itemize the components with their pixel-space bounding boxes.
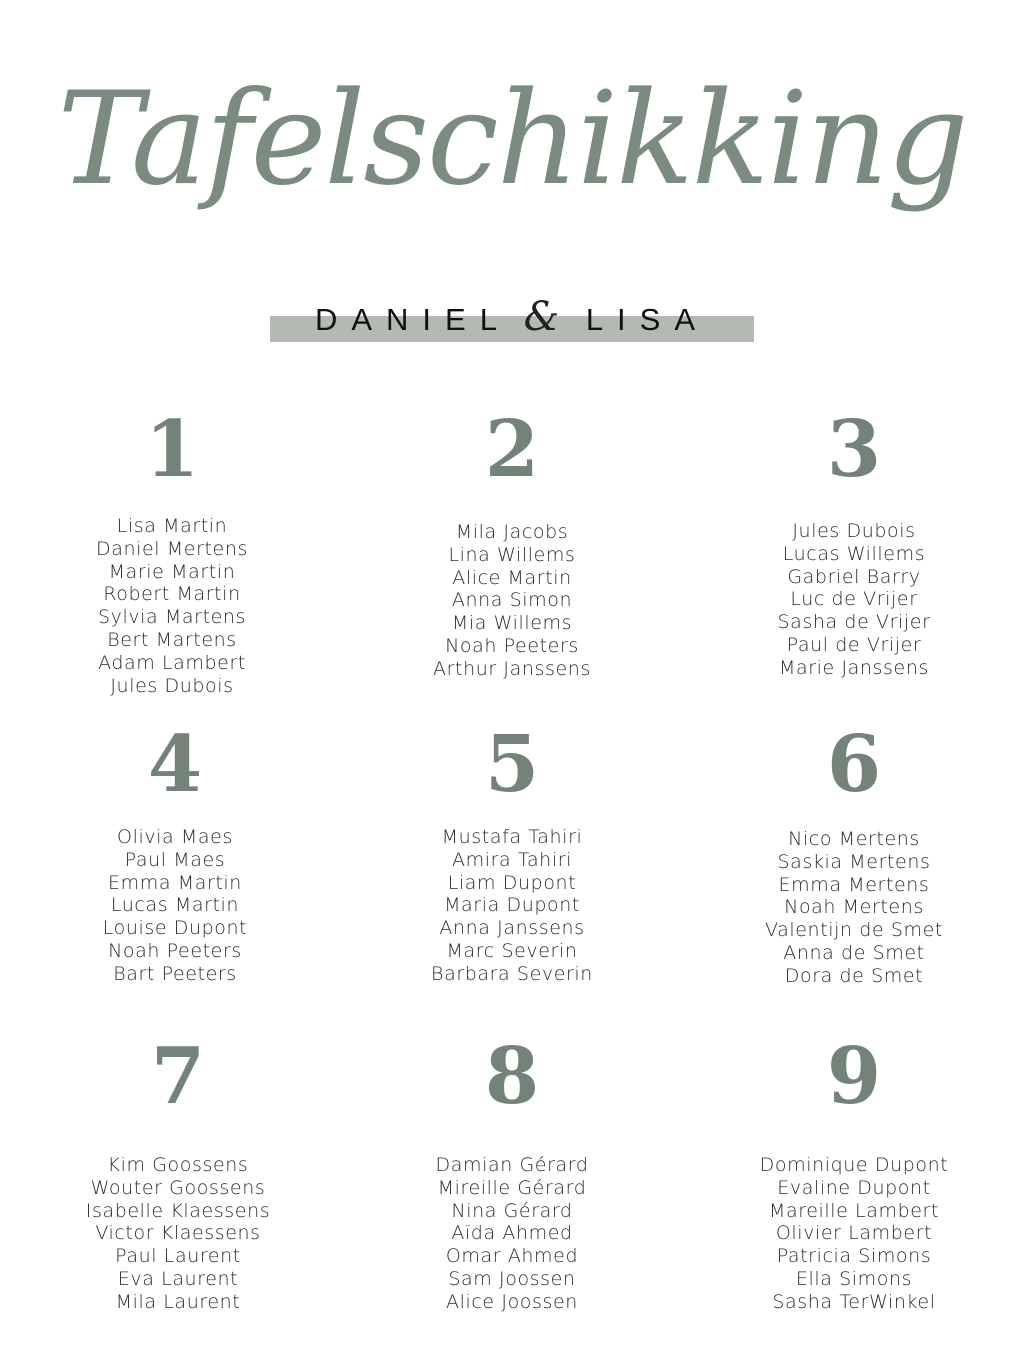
guest-list: [704, 1154, 1004, 1314]
table-block: [704, 405, 1004, 680]
guest-name: Noah Peeters: [445, 634, 579, 657]
table-number: 5: [484, 719, 540, 810]
guest-name: Isabelle Klaessens: [85, 1199, 271, 1222]
couple-name-1: DANIEL: [314, 302, 511, 337]
guest-name: Sasha TerWinkel: [772, 1290, 936, 1313]
guest-list: [28, 1154, 328, 1314]
guest-name: Patricia Simons: [776, 1245, 932, 1268]
guest-name: Damian Gérard: [435, 1154, 589, 1176]
guest-list: [362, 521, 662, 681]
guest-name: Jules Dubois: [110, 674, 234, 697]
guest-list: [704, 828, 1004, 988]
guest-name: Mireille Gérard: [437, 1176, 587, 1199]
guest-name: Lucas Willems: [782, 542, 926, 565]
guest-name: Aïda Ahmed: [451, 1222, 573, 1245]
guest-name: Robert Martin: [103, 583, 241, 606]
guest-name: Evaline Dupont: [777, 1176, 931, 1199]
guest-name: Victor Klaessens: [95, 1222, 261, 1245]
guest-list: [362, 826, 662, 986]
guest-name: Emma Martin: [108, 871, 242, 894]
guest-name: Anna Janssens: [439, 917, 585, 940]
guest-name: Saskia Mertens: [777, 850, 931, 873]
guest-name: Omar Ahmed: [445, 1245, 579, 1268]
table-block: [362, 1032, 662, 1314]
table-block: [22, 405, 322, 697]
guest-name: Anna Simon: [451, 589, 573, 612]
guest-name: Mia Willems: [451, 612, 573, 635]
guest-name: Daniel Mertens: [96, 537, 248, 560]
guest-name: Sylvia Martens: [97, 606, 247, 629]
table-number: 1: [144, 404, 200, 495]
table-number: 2: [484, 404, 540, 495]
guest-list: [22, 515, 322, 697]
guest-name: Nico Mertens: [788, 828, 920, 850]
table-number: 8: [484, 1031, 540, 1122]
guest-name: Jules Dubois: [792, 520, 916, 542]
guest-name: Adam Lambert: [98, 651, 246, 674]
guest-name: Ella Simons: [795, 1267, 913, 1290]
table-block: [28, 1032, 328, 1314]
guest-name: Mila Jacobs: [455, 521, 569, 543]
guest-name: Paul Laurent: [115, 1245, 241, 1268]
table-block: [362, 720, 662, 986]
guest-name: Mareille Lambert: [768, 1199, 940, 1222]
guest-name: Alice Joossen: [446, 1290, 578, 1313]
guest-name: Alice Martin: [452, 566, 572, 589]
couple-names: [0, 294, 1024, 343]
table-number: 7: [150, 1031, 206, 1122]
guest-name: Sasha de Vrijer: [777, 611, 931, 634]
guest-list: [25, 826, 325, 986]
table-block: [704, 720, 1004, 988]
page-title: Tafelschikking: [57, 65, 967, 214]
ampersand: &: [523, 294, 560, 340]
table-block: [704, 1032, 1004, 1314]
table-number: 6: [826, 719, 882, 810]
guest-name: Olivier Lambert: [775, 1222, 933, 1245]
guest-name: Mustafa Tahiri: [441, 826, 583, 848]
guest-list: [362, 1154, 662, 1314]
guest-name: Nina Gérard: [451, 1199, 573, 1222]
guest-name: Maria Dupont: [444, 894, 580, 917]
guest-name: Anna de Smet: [783, 941, 925, 964]
guest-name: Eva Laurent: [117, 1267, 239, 1290]
guest-name: Sam Joossen: [448, 1267, 576, 1290]
table-block: [25, 720, 325, 986]
guest-name: Dora de Smet: [784, 964, 924, 987]
guest-name: Arthur Janssens: [433, 657, 591, 680]
guest-name: Olivia Maes: [117, 826, 233, 848]
guest-name: Louise Dupont: [102, 917, 248, 940]
guest-name: Luc de Vrijer: [790, 588, 918, 611]
guest-name: Bart Peeters: [113, 962, 237, 985]
table-number: 4: [147, 719, 203, 810]
guest-name: Noah Peeters: [108, 939, 242, 962]
guest-name: Paul Maes: [124, 848, 226, 871]
couple-name-2: LISA: [585, 302, 710, 337]
guest-name: Mila Laurent: [115, 1290, 241, 1313]
guest-name: Barbara Severin: [431, 962, 593, 985]
guest-name: Emma Mertens: [778, 873, 930, 896]
guest-list: [704, 520, 1004, 680]
guest-name: Amira Tahiri: [452, 848, 572, 871]
guest-name: Marie Janssens: [779, 656, 929, 679]
table-number: 9: [826, 1031, 882, 1122]
guest-name: Marie Martin: [108, 560, 236, 583]
table-number: 3: [826, 404, 882, 495]
table-block: [362, 405, 662, 681]
guest-name: Paul de Vrijer: [786, 633, 922, 656]
guest-name: Lisa Martin: [116, 515, 228, 537]
guest-name: Valentijn de Smet: [765, 919, 943, 942]
guest-name: Wouter Goossens: [90, 1176, 266, 1199]
guest-name: Dominique Dupont: [759, 1154, 949, 1176]
guest-name: Liam Dupont: [447, 871, 577, 894]
guest-name: Bert Martens: [107, 628, 237, 651]
guest-name: Gabriel Barry: [787, 565, 921, 588]
guest-name: Marc Severin: [446, 939, 578, 962]
guest-name: Lina Willems: [448, 543, 576, 566]
guest-name: Lucas Martin: [110, 894, 240, 917]
guest-name: Kim Goossens: [107, 1154, 249, 1176]
guest-name: Noah Mertens: [784, 896, 924, 919]
